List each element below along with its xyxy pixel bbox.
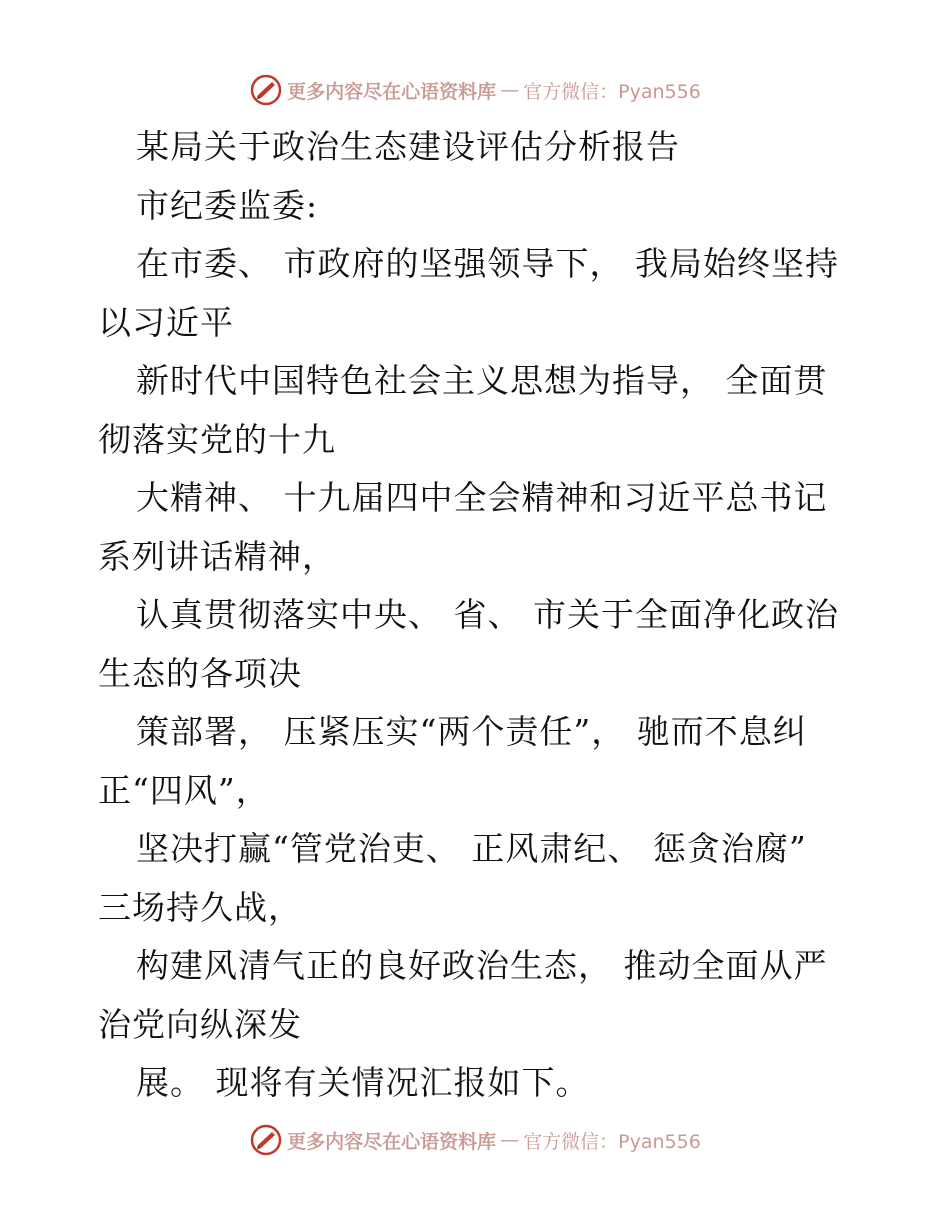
text-line: 大精神、 十九届四中全会精神和习近平总书记: [136, 478, 828, 517]
text-line: 在市委、 市政府的坚强领导下， 我局始终坚持: [136, 244, 839, 283]
text-line: 新时代中国特色社会主义思想为指导， 全面贯: [136, 361, 828, 400]
watermark-banner-top: [0, 72, 950, 108]
text-line: 彻落实党的十九: [98, 419, 336, 459]
text-line: 三场持久战，: [98, 887, 302, 927]
book-pen-logo-icon: [249, 73, 283, 107]
book-pen-logo-icon: [249, 1123, 283, 1157]
text-line: 治党向纵深发: [98, 1004, 302, 1044]
text-line: 市纪委监委:: [136, 185, 319, 225]
document-body: [98, 118, 868, 1113]
watermark-wechat: 官方微信：Pyan556: [523, 1130, 701, 1153]
watermark-text: 更多内容尽在心语资料库: [287, 1130, 497, 1153]
text-line: 展。 现将有关情况汇报如下。: [136, 1063, 590, 1102]
watermark-text: 更多内容尽在心语资料库: [287, 80, 497, 103]
watermark-wechat: 官方微信：Pyan556: [523, 80, 701, 103]
text-line: 以习近平: [98, 302, 234, 342]
text-line: 某局关于政治生态建设评估分析报告: [136, 127, 680, 166]
text-line: 认真贯彻落实中央、 省、 市关于全面净化政治: [136, 595, 839, 634]
watermark-banner-bottom: [0, 1122, 950, 1158]
watermark-separator: —: [500, 79, 520, 101]
text-line: 生态的各项决: [98, 653, 302, 693]
text-line: 正“四风”，: [98, 770, 270, 810]
watermark-separator: —: [500, 1129, 520, 1151]
text-line: 坚决打赢“管党治吏、 正风肃纪、 惩贪治腐”: [136, 829, 807, 868]
text-line: 构建风清气正的良好政治生态， 推动全面从严: [136, 946, 828, 985]
text-line: 策部署， 压紧压实“两个责任”， 驰而不息纠: [136, 712, 807, 751]
text-line: 系列讲话精神，: [98, 536, 336, 576]
